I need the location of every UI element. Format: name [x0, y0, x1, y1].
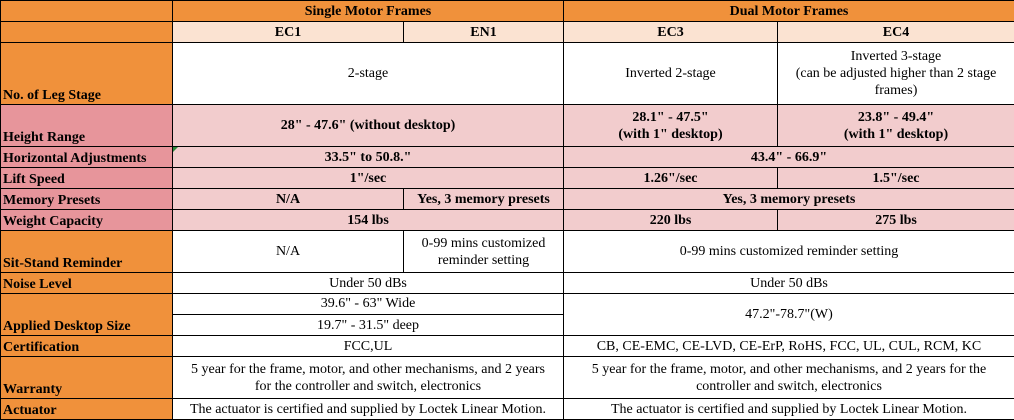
single-group-header: Single Motor Frames: [173, 1, 564, 22]
row-desktop-size: [1, 294, 1014, 336]
cell-single: 33.5" to 50.8.": [173, 147, 564, 168]
cell-dual: [564, 357, 1014, 399]
cell-dual: 43.4" - 66.9": [564, 147, 1014, 168]
row-label: Certification: [1, 336, 173, 357]
cell-single: Under 50 dBs: [173, 273, 564, 294]
row-leg-stage: [1, 43, 1014, 105]
cell-ec4: 1.5"/sec: [778, 168, 1014, 189]
cell-single: 154 lbs: [173, 210, 564, 231]
cell-ec4: 275 lbs: [778, 210, 1014, 231]
cell-ec3: [564, 105, 778, 147]
row-sit-stand: [1, 231, 1014, 273]
model-header-ec4: EC4: [778, 22, 1014, 43]
cell-single: 2-stage: [173, 43, 564, 105]
cell-line: 19.7" - 31.5" deep: [173, 314, 563, 334]
cell-dual: Under 50 dBs: [564, 273, 1014, 294]
row-label: Height Range: [1, 105, 173, 147]
row-actuator: [1, 399, 1014, 420]
cell-line: 0-99 mins customized: [421, 235, 546, 251]
model-header-en1: EN1: [404, 22, 564, 43]
row-label: Memory Presets: [1, 189, 173, 210]
row-height-range: [1, 105, 1014, 147]
row-weight-capacity: [1, 210, 1014, 231]
row-warranty: [1, 357, 1014, 399]
cell-single: 28" - 47.6" (without desktop): [173, 105, 564, 147]
group-header-row: [1, 1, 1014, 22]
row-label: Applied Desktop Size: [1, 294, 173, 336]
cell-line: 39.6" - 63" Wide: [320, 296, 416, 311]
cell-single: [173, 357, 564, 399]
cell-ec4: [778, 43, 1014, 105]
cell-line: Inverted 3-stage: [850, 49, 942, 64]
cell-line: for the controller and switch, electronics: [254, 378, 482, 394]
cell-ec3: Inverted 2-stage: [564, 43, 778, 105]
cell-line: (can be adjusted higher than 2 stage: [795, 66, 997, 81]
cell-en1: [404, 231, 564, 273]
corner-cell: [1, 1, 173, 22]
cell-en1: Yes, 3 memory presets: [404, 189, 564, 210]
cell-line: 28.1" - 47.5": [632, 109, 709, 125]
cell-single: The actuator is certified and supplied by Loctek Linear Motion.: [173, 399, 564, 420]
model-header-ec1: EC1: [173, 22, 404, 43]
cell-line: 5 year for the frame, motor, and other mechanisms, and 2 years: [191, 361, 545, 377]
cell-ec4: [778, 105, 1014, 147]
cell-single: FCC,UL: [173, 336, 564, 357]
cell-single: 1"/sec: [173, 168, 564, 189]
cell-ec1: N/A: [173, 231, 404, 273]
row-label: No. of Leg Stage: [1, 43, 173, 105]
cell-line: frames): [874, 83, 918, 98]
cell-ec1: N/A: [173, 189, 404, 210]
cell-dual: Yes, 3 memory presets: [564, 189, 1014, 210]
cell-dual: The actuator is certified and supplied by Loctek Linear Motion.: [564, 399, 1014, 420]
row-lift-speed: [1, 168, 1014, 189]
row-memory-presets: [1, 189, 1014, 210]
cell-dual: 47.2"-78.7"(W): [564, 294, 1014, 336]
row-label: Lift Speed: [1, 168, 173, 189]
row-label: Horizontal Adjustments: [1, 147, 173, 168]
cell-line: reminder setting: [437, 252, 530, 268]
cell-ec3: 220 lbs: [564, 210, 778, 231]
cell-line: (with 1" desktop): [618, 126, 723, 142]
cell-line: (with 1" desktop): [843, 126, 949, 142]
row-label: Actuator: [1, 399, 173, 420]
row-certification: [1, 336, 1014, 357]
cell-line: 5 year for the frame, motor, and other mechanisms, and 2 years for the: [591, 361, 987, 377]
model-header-row: [1, 22, 1014, 43]
cell-line: 23.8" - 49.4": [857, 109, 935, 125]
dual-group-header: Dual Motor Frames: [564, 1, 1014, 22]
cell-ec3: 1.26"/sec: [564, 168, 778, 189]
cell-dual: CB, CE-EMC, CE-LVD, CE-ErP, RoHS, FCC, UL, CUL, RCM, KC: [564, 336, 1014, 357]
corner-cell: [1, 22, 173, 43]
row-noise: [1, 273, 1014, 294]
cell-line: controller and switch, electronics: [696, 378, 882, 394]
row-label: Sit-Stand Reminder: [1, 231, 173, 273]
cell-single: [173, 294, 564, 336]
model-header-ec3: EC3: [564, 22, 778, 43]
row-horizontal: [1, 147, 1014, 168]
row-label: Warranty: [1, 357, 173, 399]
row-label: Noise Level: [1, 273, 173, 294]
row-label: Weight Capacity: [1, 210, 173, 231]
cell-dual: 0-99 mins customized reminder setting: [564, 231, 1014, 273]
